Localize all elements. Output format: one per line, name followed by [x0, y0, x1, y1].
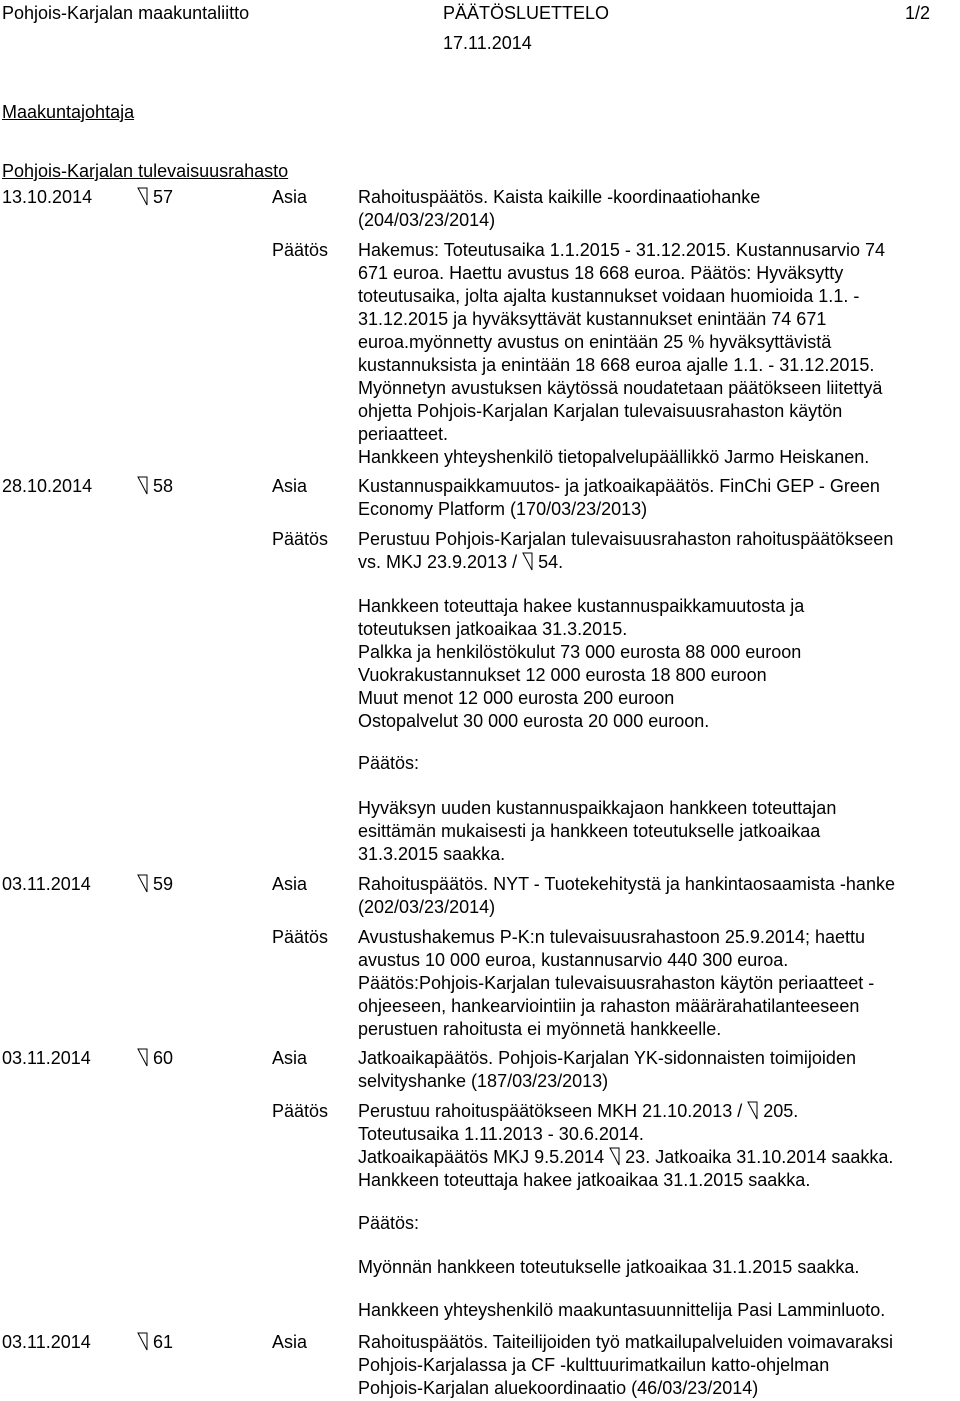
section-sign-icon: [137, 1332, 148, 1351]
paatos-text-line: Perustuu rahoituspäätökseen MKH 21.10.2013 / 205.: [358, 1101, 799, 1121]
decision-line: Hyväksyn uuden kustannuspaikkajaon hankkeen toteuttajan: [358, 798, 837, 818]
section-sign-icon: [747, 1101, 758, 1120]
paatos-text-line: toteutusaika, jolta ajalta kustannukset voidaan huomioida 1.1. -: [358, 286, 860, 306]
entry-date: 03.11.2014: [2, 1048, 91, 1068]
detail-line: Palkka ja henkilöstökulut 73 000 eurosta 88 000 euroon: [358, 642, 802, 662]
contact-line: Hankkeen yhteyshenkilö maakuntasuunnittelija Pasi Lamminluoto.: [358, 1300, 886, 1320]
paatos-label: Päätös: [272, 240, 329, 260]
paatos-text-line: Hankkeen yhteyshenkilö tietopalvelupäällikkö Jarmo Heiskanen.: [358, 447, 870, 467]
paatos-text-line: Päätös:Pohjois-Karjalan tulevaisuusrahaston käytön periaatteet -: [358, 973, 875, 993]
paatos-label: Päätös: [272, 529, 329, 549]
section-sign-icon: [522, 552, 533, 571]
paatos-text-line: avustus 10 000 euroa, kustannusarvio 440 300 euroa.: [358, 950, 789, 970]
fund-name: Pohjois-Karjalan tulevaisuusrahasto: [2, 161, 289, 181]
paatos-text-line: periaatteet.: [358, 424, 449, 444]
detail-line: toteutuksen jatkoaikaa 31.3.2015.: [358, 619, 628, 639]
entry-number: 57: [137, 186, 173, 208]
asia-text-line: selvityshanke (187/03/23/2013): [358, 1071, 609, 1091]
detail-line: Ostopalvelut 30 000 eurosta 20 000 euroon.: [358, 711, 710, 731]
asia-label: Asia: [272, 187, 308, 207]
asia-label: Asia: [272, 1048, 308, 1068]
paatos-text-line: Avustushakemus P-K:n tulevaisuusrahastoon 25.9.2014; haettu: [358, 927, 865, 947]
asia-text-line: Rahoituspäätös. Taiteilijoiden työ matkailupalveluiden voimavaraksi: [358, 1332, 893, 1352]
decision-label: Päätös:: [358, 753, 420, 773]
asia-text-line: Pohjois-Karjalan aluekoordinaatio (46/03/23/2014): [358, 1378, 759, 1398]
entry-number: 60: [137, 1047, 173, 1069]
entry-date: 03.11.2014: [2, 1332, 91, 1352]
paatos-text-line: Hakemus: Toteutusaika 1.1.2015 - 31.12.2015. Kustannusarvio 74: [358, 240, 886, 260]
document-date: 17.11.2014: [443, 33, 532, 53]
detail-line: Hankkeen toteuttaja hakee kustannuspaikkamuutosta ja: [358, 596, 805, 616]
organization-name: Pohjois-Karjalan maakuntaliitto: [2, 3, 250, 23]
asia-text-line: (204/03/23/2014): [358, 210, 496, 230]
decision-label: Päätös:: [358, 1213, 420, 1233]
asia-label: Asia: [272, 1332, 308, 1352]
section-sign-icon: [137, 874, 148, 893]
asia-text-line: Kustannuspaikkamuutos- ja jatkoaikapäätös. FinChi GEP - Green: [358, 476, 880, 496]
paatos-text-line: Toteutusaika 1.11.2013 - 30.6.2014.: [358, 1124, 644, 1144]
detail-line: Muut menot 12 000 eurosta 200 euroon: [358, 688, 675, 708]
asia-label: Asia: [272, 476, 308, 496]
decision-line: esittämän mukaisesti ja hankkeen toteutukselle jatkoaikaa: [358, 821, 821, 841]
paatos-text-line: ohjeeseen, hankearviointiin ja rahaston määrärahatilanteeseen: [358, 996, 860, 1016]
paatos-text-line: kustannuksista ja enintään 18 668 euroa ajalle 1.1. - 31.12.2015.: [358, 355, 875, 375]
official-title: Maakuntajohtaja: [2, 102, 135, 122]
asia-text-line: Pohjois-Karjalassa ja CF -kulttuurimatkailun katto-ohjelman: [358, 1355, 830, 1375]
paatos-text-line: 31.12.2015 ja hyväksyttävät kustannukset enintään 74 671: [358, 309, 827, 329]
section-sign-icon: [137, 1048, 148, 1067]
paatos-text-line: Jatkoaikapäätös MKJ 9.5.2014 23. Jatkoaika 31.10.2014 saakka.: [358, 1147, 894, 1167]
section-sign-icon: [609, 1147, 620, 1166]
asia-text-line: Economy Platform (170/03/23/2013): [358, 499, 648, 519]
paatos-text-line: Perustuu Pohjois-Karjalan tulevaisuusrahaston rahoituspäätökseen: [358, 529, 894, 549]
section-sign-icon: [137, 476, 148, 495]
paatos-text-line: ohjetta Pohjois-Karjalan Karjalan tulevaisuusrahaston käytön: [358, 401, 843, 421]
entry-date: 28.10.2014: [2, 476, 93, 496]
document-type: PÄÄTÖSLUETTELO: [443, 3, 610, 23]
asia-text-line: (202/03/23/2014): [358, 897, 496, 917]
paatos-text-line: euroa.myönnetty avustus on enintään 25 % hyväksyttävistä: [358, 332, 832, 352]
entry-number: 58: [137, 475, 173, 497]
asia-text-line: Rahoituspäätös. Kaista kaikille -koordinaatiohanke: [358, 187, 761, 207]
entry-date: 03.11.2014: [2, 874, 91, 894]
paatos-text-line: vs. MKJ 23.9.2013 / 54.: [358, 552, 564, 572]
section-sign-icon: [137, 187, 148, 206]
entry-date: 13.10.2014: [2, 187, 93, 207]
paatos-text-line: perustuen rahoitusta ei myönnetä hankkeelle.: [358, 1019, 722, 1039]
asia-text-line: Jatkoaikapäätös. Pohjois-Karjalan YK-sidonnaisten toimijoiden: [358, 1048, 856, 1068]
detail-line: Vuokrakustannukset 12 000 eurosta 18 800 euroon: [358, 665, 767, 685]
entry-number: 61: [137, 1331, 173, 1353]
paatos-text-line: Hankkeen toteuttaja hakee jatkoaikaa 31.1.2015 saakka.: [358, 1170, 811, 1190]
entry-number: 59: [137, 873, 173, 895]
decision-line: 31.3.2015 saakka.: [358, 844, 506, 864]
paatos-label: Päätös: [272, 1101, 329, 1121]
paatos-label: Päätös: [272, 927, 329, 947]
paatos-text-line: 671 euroa. Haettu avustus 18 668 euroa. Päätös: Hyväksytty: [358, 263, 844, 283]
paatos-text-line: Myönnetyn avustuksen käytössä noudatetaan päätökseen liitettyä: [358, 378, 883, 398]
asia-text-line: Rahoituspäätös. NYT - Tuotekehitystä ja hankintaosaamista -hanke: [358, 874, 895, 894]
asia-label: Asia: [272, 874, 308, 894]
decision-line: Myönnän hankkeen toteutukselle jatkoaikaa 31.1.2015 saakka.: [358, 1257, 860, 1277]
page-number: 1/2: [905, 3, 931, 23]
